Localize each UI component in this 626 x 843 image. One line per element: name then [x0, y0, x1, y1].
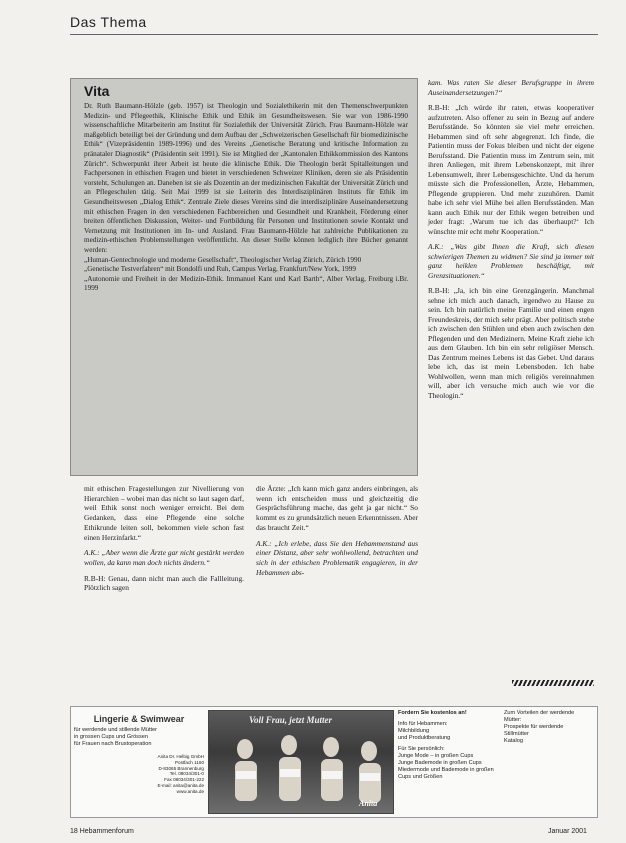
- column-2: [256, 484, 418, 583]
- col1-paragraph-1: mit ethischen Fragestellungen zur Nivellierung von Hierarchien – wobei man das nicht so laut sagen darf, weil Ethik sonst noch weniger erreicht. Bei dem Gedanken, dass eine Pflegende eine solche Ethikrunde leiten soll, bekommen viele schon fast einen Herzinfarkt.“: [84, 484, 244, 542]
- ad-address-1: Anita Dr. Helbig GmbH: [157, 754, 204, 759]
- ad-order-personal: Für Sie persönlich:: [398, 746, 445, 752]
- ad-bullet-1: in grossen Cups und Grössen: [74, 734, 149, 740]
- vita-title: Vita: [84, 83, 110, 99]
- footer-right: Januar 2001: [548, 828, 587, 835]
- ad-address-5: Fax 08034/301-222: [164, 777, 204, 783]
- ad-left-panel: [74, 710, 204, 814]
- ad-order-title: Fordern Sie kostenlos an!: [398, 710, 467, 716]
- ad-photo-caption: Voll Frau, jetzt Mutter: [249, 715, 333, 725]
- ad-order-panel: [398, 710, 594, 814]
- end-mark: [512, 680, 594, 686]
- ad-brand-logo: Anita: [359, 799, 378, 808]
- section-title: Das Thema: [70, 14, 147, 30]
- col3-paragraph-1: R.B-H: „Ich würde ihr raten, etwas kooperativer aufzutreten. Also offener zu sein in Bezug auf andere Berufsstände. So könnten sie viel mehr erreichen. Hebammen sind oft sehr abgegrenzt. Ich finde, die Patientin muss der Fokus bleiben und nicht der eigene Berufsstand. Die Patientin muss im Zentrum sein, mit ihren Anliegen, mit ihrem Lebenskonzept, mit ihrer Lebensumwelt, ihrer Lebensgeschichte. Und da herum müsste sich die Professionellen, Ärzte, Hebammen, Pflegende gruppieren. Und mehr zuzuhören. Damit habe ich sehr viel Mühe bei allen Berufsständen. Man kann auch Ethik nur der Ethik wegen betreiben und jeder fragt: ‚Warum tue ich das überhaupt?‘ Ich wünschte mir echt mehr Kooperation.“: [428, 103, 594, 236]
- ad-address-7: www.anita.de: [176, 788, 204, 794]
- vita-text: [84, 102, 408, 294]
- column-3: [428, 78, 594, 406]
- ad-subtitle: für werdende und stillende Mütter: [74, 727, 158, 733]
- ad-order-item-1[interactable]: Milchbildung: [398, 728, 430, 734]
- ad-bullet-2: für Frauen nach Brustoperation: [74, 741, 152, 747]
- ad-right-item-3[interactable]: Katalog: [504, 738, 523, 744]
- ad-address-4: Tel. 08034/301-0: [169, 771, 204, 777]
- ad-address-3: D-83065 Brannenburg: [158, 765, 204, 771]
- ad-address-6: E-mail: anita@anita.de: [157, 782, 204, 788]
- col1-question: A.K.: „Aber wenn die Ärzte gar nicht gestärkt werden wollen, da kann man doch nichts ändern.“: [84, 548, 244, 567]
- footer-left: 18 Hebammenforum: [70, 828, 134, 835]
- header-rule: [70, 34, 598, 35]
- vita-body: Dr. Ruth Baumann-Hölzle (geb. 1957) ist Theologin und Sozialethikerin mit den Themenschwerpunkten Medizin- und Pflegeethik, Klinische Ethik und Ethik im Gesundheitswesen. Sie war von 1986-1990 wissenschaftliche Mitarbeiterin am Institut für Sozialethik der Universität Zürich. Frau Baumann-Hölzle war maßgeblich beteiligt bei der Gründung und dem Aufbau der „Schweizerischen Gesellschaft für biomedizinische Ethik“ (Vizepräsidentin 1989-1996) und des Vereins „Genetische Beratung und kritische Information zu pränataler Diagnostik“ (Präsidentin seit 1991). Sie ist Mitglied der „Kantonalen Ethikkommission des Kantons Zürich“. Schwerpunkt ihrer Arbeit ist heute die klinische Ethik. Die Theologin berät Spitalleitungen und Fachpersonen in ethischen Fragen und bietet in verschiedenen Schweizer Kliniken, deren sie als Präsidentin vorsteht, Schulungen an. Daneben ist sie als Dozentin an der medizinischen Fakultät der Universität Zürich und an Pflegeschulen tätig. Seit Mai 1999 ist sie Leiterin des Interdisziplinären Instituts für Ethik im Gesundheitswesen „Dialog Ethik“. Zentrale Ziele dieses Vereins sind die interdisziplinäre Auseinandersetzung mit ethischen Fragen in den verschiedenen Fachbereichen und Gesundheit und Krankheit, Förderung einer breiten öffentlichen Diskussion, Weiter- und Fortbildung für Personen und Institutionen sowie Kontakt und Vernetzung mit Institutionen im In- und Ausland. Frau Baumann-Hölzle hat zahlreiche Publikationen zu medizin-ethischen Problemstellungen veröffentlicht. An dieser Stelle können lediglich ihre Bücher genannt werden:: [84, 102, 408, 254]
- col2-question: A.K.: „Ich erlebe, dass Sie den Hebammenstand aus einer Distanz, aber sehr wohlwollend, betrachten und sich in der ethischen Problematik engagieren, in der Hebammen abs-: [256, 538, 418, 577]
- ad-order-item-5[interactable]: Miedermode und Bademode in großen Cups und Größen: [398, 767, 494, 780]
- vita-book-3: „Autonomie und Freiheit in der Medizin-Ethik. Immanuel Kant und Karl Barth“, Alber Verlag, Freiburg i.Br. 1999: [84, 274, 408, 293]
- vita-book-2: „Genetische Testverfahren“ mit Bondolfi und Ruh, Campus Verlag, Frankfurt/New York, 1999: [84, 265, 356, 274]
- ad-right-item-2[interactable]: Stillmütter: [504, 731, 529, 737]
- ad-order-item-2[interactable]: und Produktberatung: [398, 735, 451, 741]
- col1-paragraph-2: R.B-H: Genau, dann nicht man auch die Fallleitung. Plötzlich sagen: [84, 573, 244, 593]
- col3-question-2: A.K.: „Was gibt Ihnen die Kraft, sich diesen schwierigen Themen zu widmen? Sie sind ja immer mit ganz heiklen Problemen beschäftigt, mit Grenzsituationen.“: [428, 242, 594, 280]
- ad-address-2: Postfach 1160: [174, 759, 204, 765]
- ad-right-item-1[interactable]: Prospekte für werdende: [504, 724, 564, 730]
- column-1: [84, 484, 244, 599]
- col3-question-1: kam. Was raten Sie dieser Berufsgruppe in ihrem Auseinandersetzungen?“: [428, 78, 594, 97]
- ad-order-item-3[interactable]: Junge Mode – in großen Cups: [398, 753, 474, 759]
- col2-paragraph-1: die Ärzte: „Ich kann mich ganz anders einbringen, als wenn ich entscheiden muss und gleichzeitig die Gesprächsführung mache, das geht ja gar nicht.“ So kommt es zu grundsätzlich neuen Erkenntnissen. Aber das braucht Zeit.“: [256, 484, 418, 532]
- ad-photo-figures: [209, 711, 393, 813]
- col3-paragraph-2: R.B-H: „Ja, ich bin eine Grenzgängerin. Manchmal sehne ich mich auch danach, irgendwo zu Hause zu sein. Ich bin natürlich meine Familie und einen engen Freundeskreis, der mich sehr prägt. Aber politisch stehe ich zwischen den Stühlen und eben auch zwischen den Pflegenden und den Medizinern. Meine Kraft ziehe ich aus dem Glauben. Ich bin ein sehr religiöser Mensch. Das Zentrum meines Lebens ist das Gebet. Und daraus lebe ich, das ist mein Lebensboden. Ich habe Wohlwollen, wenn man mich religiös vereinnahmen will, aber ich versuche mich auch wie vor die Theologin.“: [428, 286, 594, 400]
- ad-right-title: Zum Vorteilen der werdende Mütter:: [504, 710, 575, 723]
- ad-order-item-4[interactable]: Junge Bademode in großen Cups: [398, 760, 482, 766]
- ad-title: Lingerie & Swimwear: [93, 714, 185, 724]
- ad-order-midwives: Info für Hebammen:: [398, 721, 448, 727]
- vita-book-1: „Human-Gentechnologie und moderne Gesellschaft“, Theologischer Verlag Zürich, Zürich 1990: [84, 255, 362, 264]
- ad-photo: [208, 710, 394, 814]
